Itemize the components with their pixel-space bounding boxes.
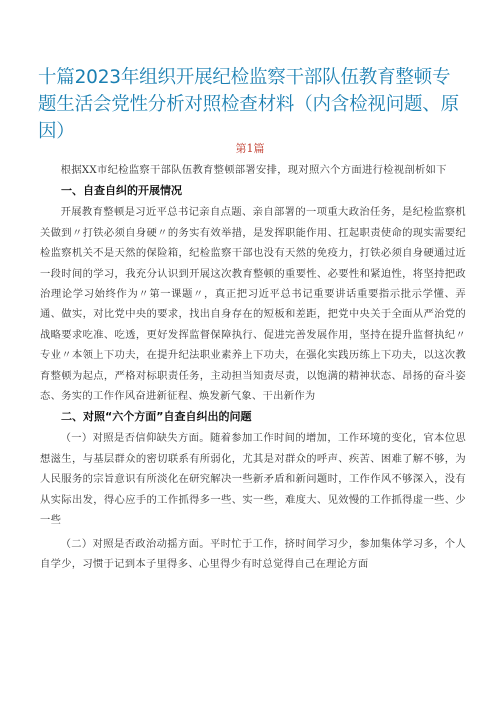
section-2-heading: 二、对照“六个方面”自查自纠出的问题 xyxy=(61,410,252,424)
document-title: 十篇2023年组织开展纪检监察干部队伍教育整顿专题生活会党性分析对照检查材料（内含检视问题、原因） xyxy=(38,67,459,142)
section-2-paragraph-1: （一）对照是否信仰缺失方面。随着参加工作时间的增加，工作环境的变化，官本位思想滋生，与基层群众的密切联系有所弱化，尤其是对群众的呼声、疾苦、困难了解不够，为人民服务的宗旨意识有所淡化在研究解决一些新矛盾和新问题时，工作作风不够深入，没有从实际出发，得心应手的工作抓得多一些、实一些，难度大、见效慢的工作抓得虚一些、少一些 xyxy=(40,432,466,527)
section-1-paragraph: 开展教育整顿是习近平总书记亲自点题、亲自部署的一项重大政治任务，是纪检监察机关做到〃打铁必须自身硬〃的务实有效举措，是发挥职能作用、扛起职责使命的现实需要纪检监察机关不是天然的保险箱，纪检监察干部也没有天然的免疫力，打铁必须自身硬通过近一段时间的学习，我充分认识到开展这次教育整顿的重要性、必要性和紧迫性，将坚持把政治理论学习始终作为〃第一课题〃，真正把习近平总书记重要讲话重要指示批示学懂、弄通、做实，对比党中央的要求，找出自身存在的短板和差距，把党中央关于全面从严治党的战略要求吃准、吃透，更好发挥监督保障执行、促进完善发展作用，坚持在提升监督执纪〃专业〃本领上下功夫，在提升纪法职业素养上下功夫，在强化实践历练上下功夫，以这次教育整顿为起点，严格对标职责任务，主动担当知责尽责，以饱满的精神状态、昂扬的奋斗姿态、务实的工作作风奋进新征程、焕发新气象、干出新作为 xyxy=(40,206,466,403)
section-1-heading: 一、自查自纠的开展情况 xyxy=(61,184,182,198)
chapter-label: 第1篇 xyxy=(235,142,265,155)
section-2-paragraph-2: （二）对照是否政治动摇方面。平时忙于工作，挤时间学习少，参加集体学习多，个人自学少，习惯于记到本子里得多、心里得少有时总觉得自己在理论方面 xyxy=(40,537,466,570)
intro-paragraph: 根据XX市纪检监察干部队伍教育整顿部署安排，现对照六个方面进行检视剖析如下 xyxy=(60,164,447,176)
document-body xyxy=(40,160,466,574)
